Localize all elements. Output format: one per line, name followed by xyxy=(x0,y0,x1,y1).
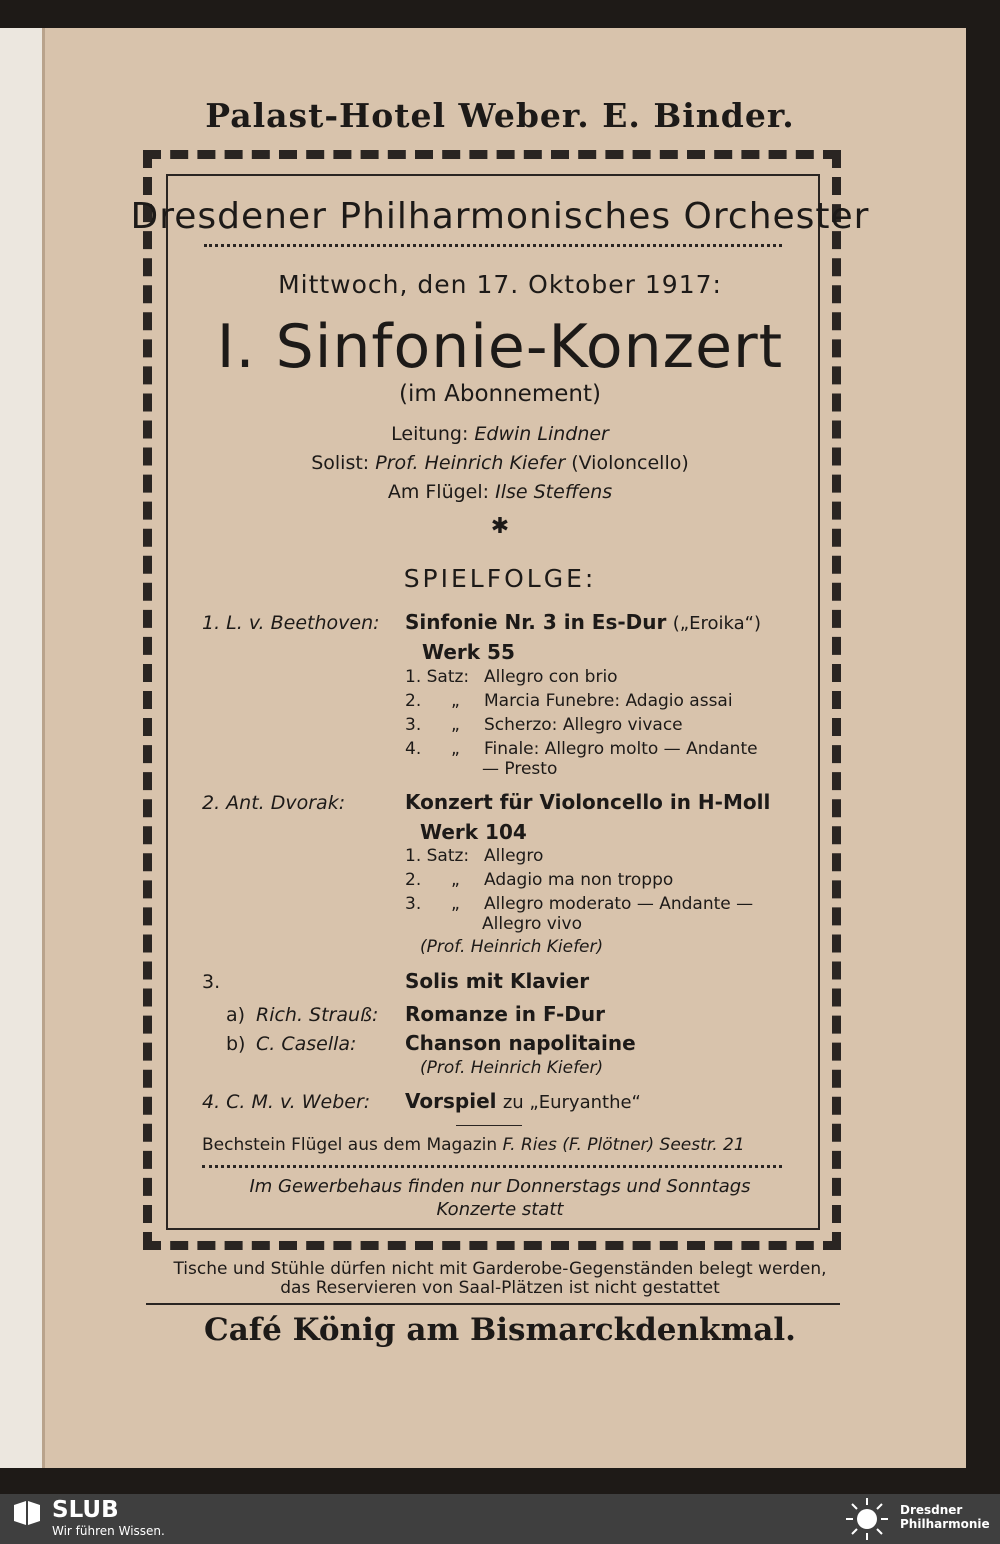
p1-m1: Allegro con brio xyxy=(484,667,618,687)
p1-composer: 1. L. v. Beethoven: xyxy=(202,612,380,634)
leitung-label: Leitung: xyxy=(391,423,469,445)
p1-m4-num: 4. xyxy=(405,739,422,759)
p1-m3-ditto: „ xyxy=(451,715,460,735)
p2-work: Konzert für Violoncello in H-Moll xyxy=(405,790,771,814)
p3a-work: Romanze in F-Dur xyxy=(405,1002,605,1026)
tische-note-2: das Reservieren von Saal-Plätzen ist nicht gestattet xyxy=(280,1278,720,1298)
bechstein-b: F. Ries (F. Plötner) Seestr. 21 xyxy=(502,1135,745,1155)
p4-composer: 4. C. M. v. Weber: xyxy=(202,1091,371,1113)
p2-m1-num: 1. Satz: xyxy=(405,846,470,866)
p2-m3: Allegro moderato — Andante — xyxy=(484,894,754,914)
fluegel-name: Ilse Steffens xyxy=(495,481,613,503)
p2-m2-num: 2. xyxy=(405,870,422,890)
slub-name: SLUB xyxy=(52,1497,119,1523)
concert-date: Mittwoch, den 17. Oktober 1917: xyxy=(278,270,722,299)
p1-m2-num: 2. xyxy=(405,691,422,711)
p1-m3-num: 3. xyxy=(405,715,422,735)
p2-m2-ditto: „ xyxy=(451,870,460,890)
p2-m3-num: 3. xyxy=(405,894,422,914)
p1-m4: Finale: Allegro molto — Andante xyxy=(484,739,758,759)
dotted-divider-2 xyxy=(202,1165,782,1168)
leitung-name: Edwin Lindner xyxy=(474,423,609,445)
p3-number: 3. xyxy=(202,971,221,993)
p3b-composer: C. Casella: xyxy=(256,1033,357,1055)
p1-m4-ditto: „ xyxy=(451,739,460,759)
p3b-work: Chanson napolitaine xyxy=(405,1031,636,1055)
p2-opus: Werk 104 xyxy=(420,820,527,844)
slub-tagline: Wir führen Wissen. xyxy=(52,1524,165,1538)
p1-work-line xyxy=(405,610,761,634)
bechstein-a: Bechstein Flügel aus dem Magazin xyxy=(202,1135,498,1155)
page-fold xyxy=(42,28,45,1468)
p1-m2: Marcia Funebre: Adagio assai xyxy=(484,691,733,711)
p2-m2: Adagio ma non troppo xyxy=(484,870,674,890)
orchestra-name: Dresdener Philharmonisches Orchester xyxy=(130,196,870,237)
p1-m2-ditto: „ xyxy=(451,691,460,711)
cafe-advert: Café König am Bismarckdenkmal. xyxy=(204,1312,796,1348)
p1-work: Sinfonie Nr. 3 in Es-Dur xyxy=(405,610,667,634)
p3-soloist: (Prof. Heinrich Kiefer) xyxy=(420,1058,604,1078)
tische-note-1: Tische und Stühle dürfen nicht mit Garderobe-Gegenständen belegt werden, xyxy=(173,1259,827,1279)
facing-page-edge xyxy=(0,28,42,1468)
p3-title: Solis mit Klavier xyxy=(405,969,590,993)
p1-m1-num: 1. Satz: xyxy=(405,667,470,687)
solist-label: Solist: xyxy=(311,452,370,474)
p2-composer: 2. Ant. Dvorak: xyxy=(202,792,346,814)
philharmonie-line1: Dresdner xyxy=(900,1503,963,1517)
p3b-label: b) xyxy=(226,1033,246,1055)
philharmonie-sunburst-icon xyxy=(842,1496,892,1542)
p1-work-extra: („Eroika“) xyxy=(672,613,761,634)
leitung-line xyxy=(0,423,1000,445)
p4-work: Vorspiel xyxy=(405,1089,497,1113)
p3a-composer: Rich. Strauß: xyxy=(256,1004,379,1026)
dotted-divider xyxy=(204,244,782,247)
p2-m1: Allegro xyxy=(484,846,544,866)
philharmonie-name xyxy=(900,1503,990,1531)
fluegel-label: Am Flügel: xyxy=(387,481,490,503)
bottom-rule xyxy=(146,1303,840,1305)
p1-m3: Scherzo: Allegro vivace xyxy=(484,715,683,735)
slub-book-icon xyxy=(12,1499,42,1527)
p1-opus: Werk 55 xyxy=(422,640,515,664)
solist-instrument: (Violoncello) xyxy=(571,452,689,474)
concert-title: I. Sinfonie-Konzert xyxy=(216,312,784,382)
p1-m4-cont: — Presto xyxy=(482,759,558,779)
solist-line xyxy=(0,452,1000,474)
p2-soloist: (Prof. Heinrich Kiefer) xyxy=(420,937,604,957)
star-ornament: ✱ xyxy=(490,514,510,539)
p2-m3-ditto: „ xyxy=(451,894,460,914)
gewerbehaus-note-1: Im Gewerbehaus finden nur Donnerstags und Sonntags xyxy=(249,1176,751,1197)
fluegel-line xyxy=(0,481,1000,503)
program-heading: SPIELFOLGE: xyxy=(403,564,597,593)
p2-m3-cont: Allegro vivo xyxy=(482,914,582,934)
concert-subtitle: (im Abonnement) xyxy=(399,381,601,407)
p4-work-line xyxy=(405,1089,641,1113)
p4-work-extra: zu „Euryanthe“ xyxy=(502,1092,641,1113)
philharmonie-line2: Philharmonie xyxy=(900,1517,990,1531)
bechstein-note xyxy=(202,1135,745,1155)
short-rule xyxy=(456,1125,522,1126)
footer-bar xyxy=(0,1494,1000,1544)
solist-name: Prof. Heinrich Kiefer xyxy=(375,452,566,474)
hotel-header: Palast-Hotel Weber. E. Binder. xyxy=(205,96,795,135)
gewerbehaus-note-2: Konzerte statt xyxy=(436,1199,564,1220)
p3a-label: a) xyxy=(226,1004,246,1026)
